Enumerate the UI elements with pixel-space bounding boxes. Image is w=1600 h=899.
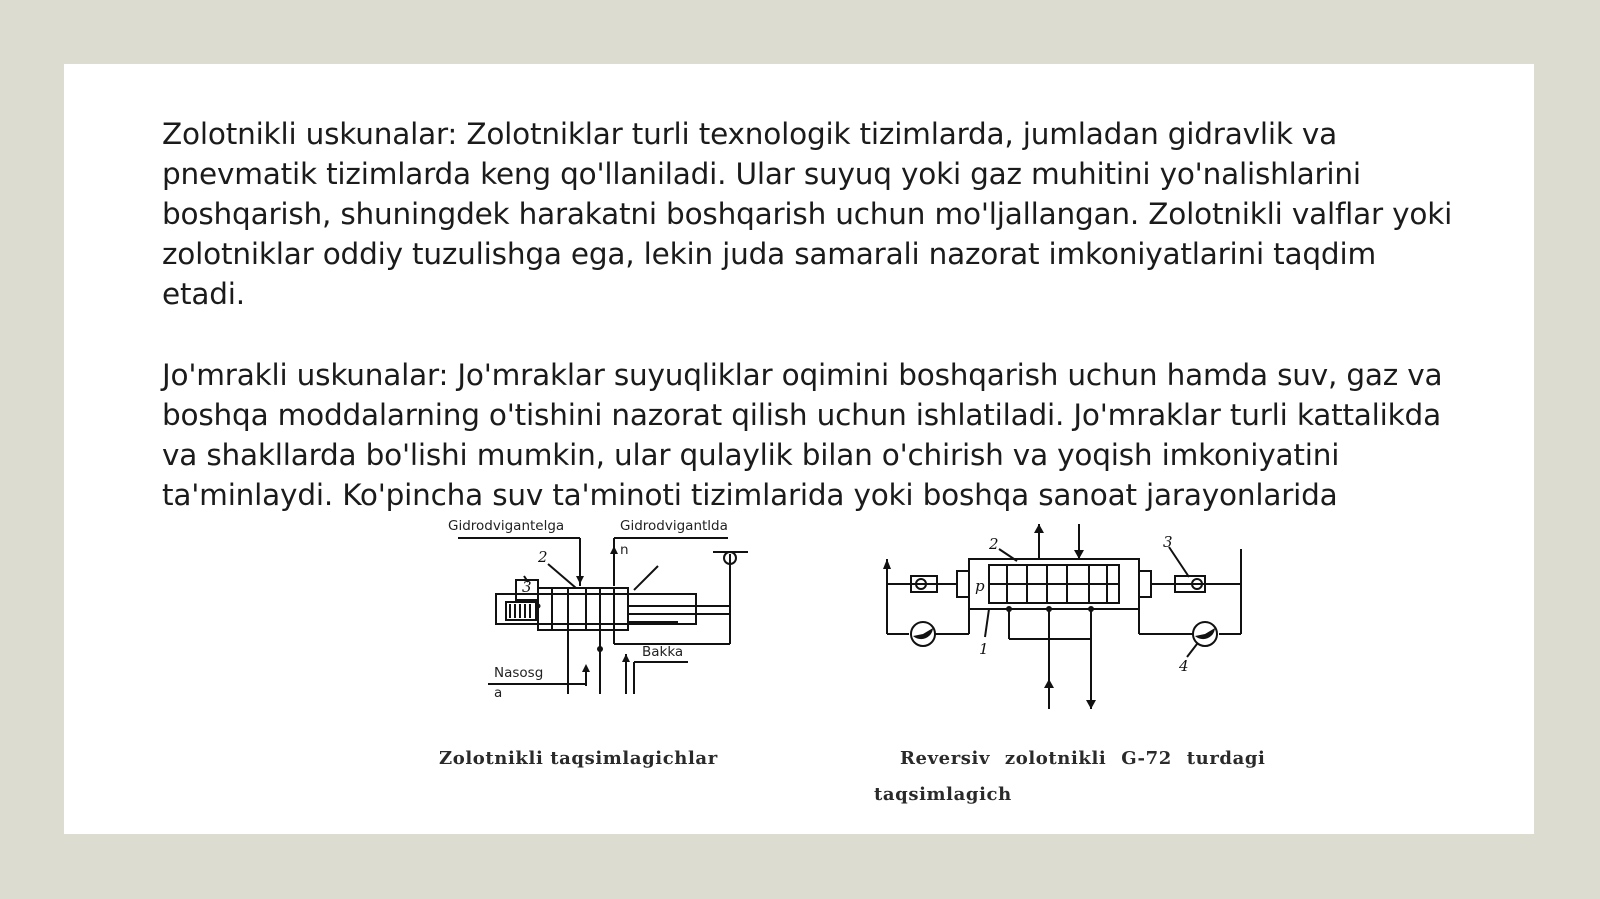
label-bakka: Bakka [642,644,684,660]
paragraph-jomrakli: Jo'mrakli uskunalar: Jo'mraklar suyuqliklar oqimini boshqarish uchun hamda suv, gaz va boshqa moddalarning o'tishini nazorat qilish uchun ishlatiladi. Jo'mraklar turli kattalikda va shakllarda bo'lishi mumkin, ular qulaylik bilan o'chirish va yoqish imkoniyatini ta'minlaydi. Ko'pincha suv ta'minoti tizimlarida yoki boshqa sanoat jarayonlarida [162,358,1443,512]
paragraph-zolotnikli: Zolotnikli uskunalar: Zolotniklar turli texnologik tizimlarda, jumladan gidravlik va pnevmatik tizimlarda keng qo'llaniladi. Ular suyuq yoki gaz muhitini yo'nalishlarini boshqarish, shuningdek harakatni boshqarish uchun mo'ljallangan. Zolotnikli valflar yoki zolotniklar oddiy tuzulishga ega, lekin juda samarali nazorat imkoniyatlarini taqdim etadi. [162,117,1453,311]
figure-reversiv-diagram [879,519,1379,729]
zolotnikli-schematic [338,514,808,774]
label-number-2: 2 [538,548,548,566]
label-gidrodvigantelga: Gidrodvigantelga [448,518,565,534]
caption-zolotnikli: Zolotnikli taqsimlagichlar [439,748,718,769]
caption-reversiv-line1: Reversiv zolotnikli G-72 turdagi [900,748,1266,769]
label-nasosg: Nasosg [494,665,544,681]
reversiv-schematic [879,519,1379,729]
label-number-1: 1 [979,640,989,658]
label-number-3: 3 [522,578,532,596]
label-number-4: 4 [1179,657,1189,675]
figure-zolotnikli-diagram [338,514,808,774]
label-number-3: 3 [1163,533,1173,551]
label-p: p [975,577,985,595]
label-number-2: 2 [989,535,999,553]
slide-card [64,64,1534,834]
label-nasosg-a: a [494,685,503,701]
caption-reversiv-line2: taqsimlagich [874,784,1012,805]
label-gidrodvigantlda: Gidrodvigantlda [620,518,728,534]
label-n: n [620,542,629,558]
